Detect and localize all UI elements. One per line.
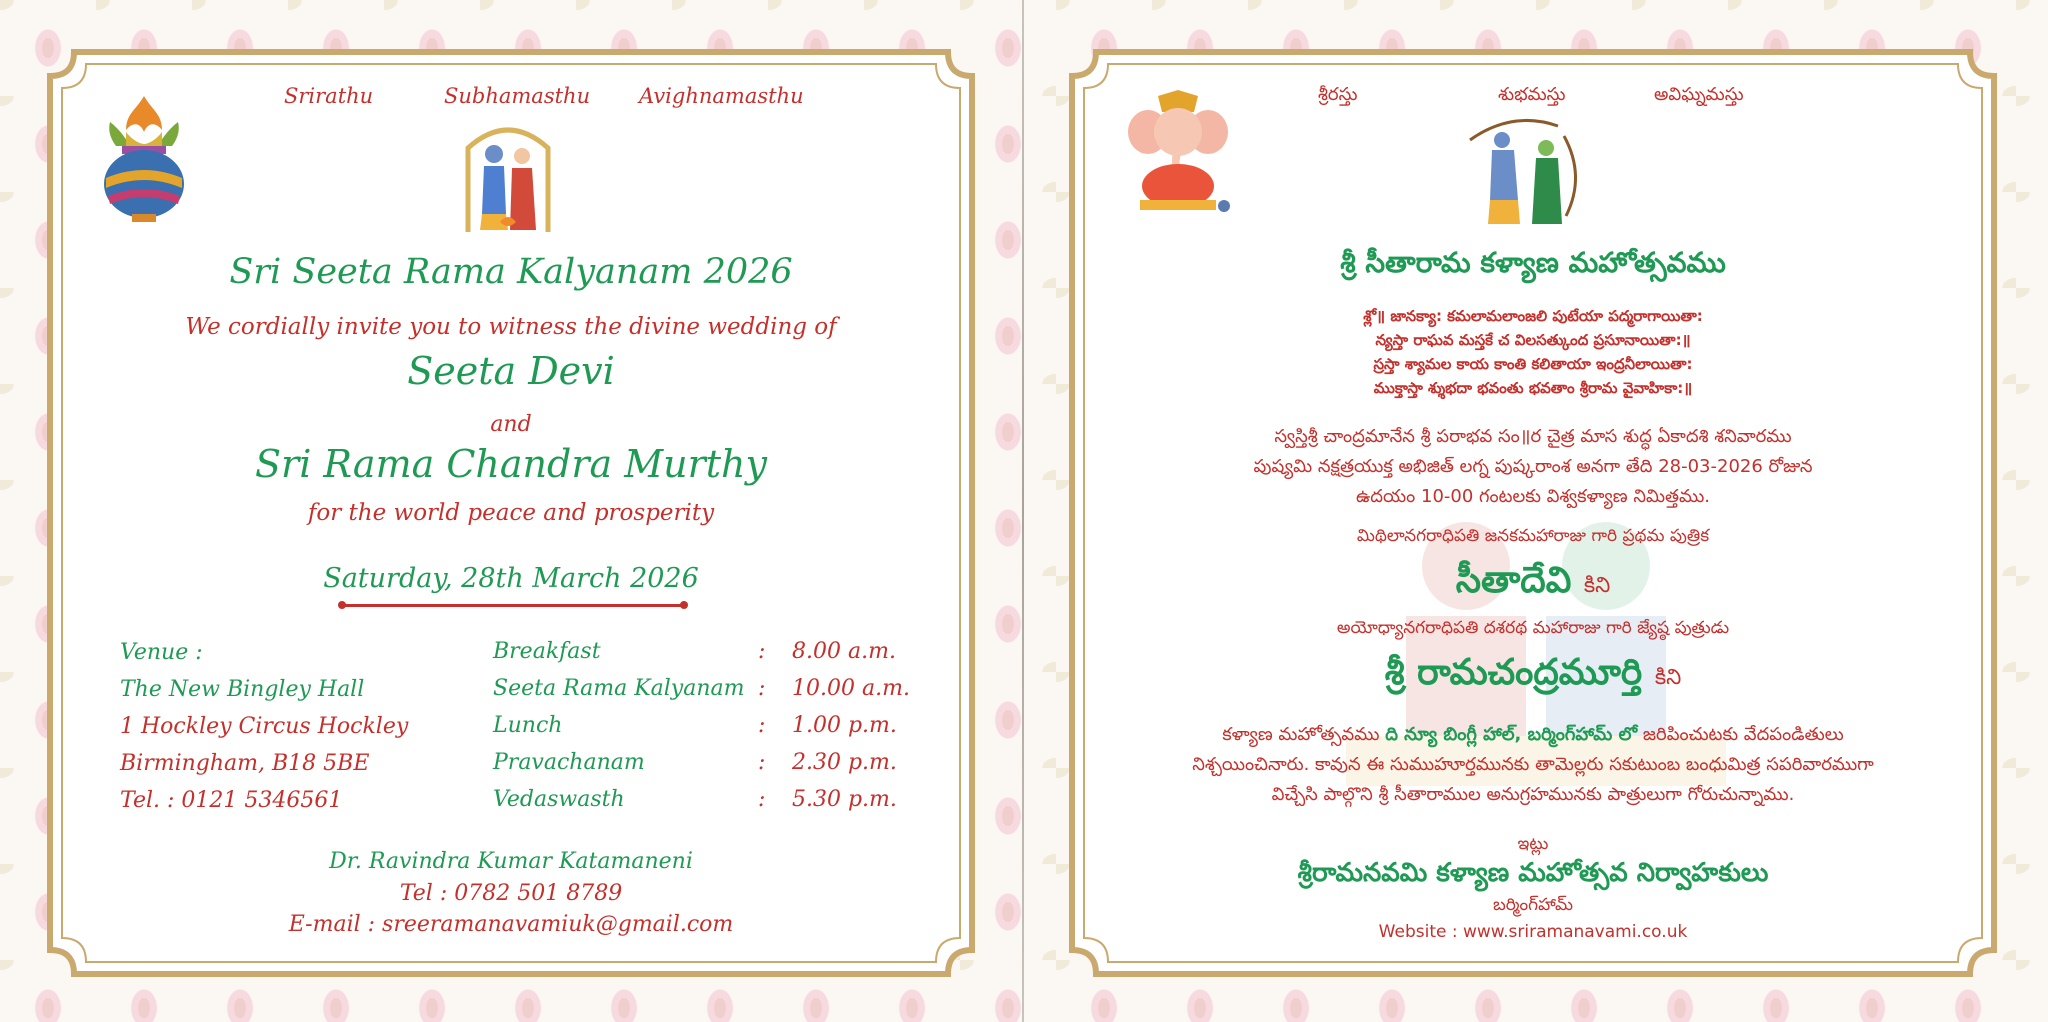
colon: :	[758, 787, 766, 812]
blessing-subhamasthu: Subhamasthu	[444, 84, 591, 108]
date-divider	[342, 604, 684, 607]
event-title-telugu: శ్రీ సీతారామ కళ్యాణ మహోత్సవము	[1340, 246, 1726, 279]
programme-colons	[758, 633, 765, 818]
bride-name-text: సీతాదేవి	[1455, 560, 1572, 601]
event-title: Sri Seeta Rama Kalyanam 2026	[229, 252, 793, 292]
paragraph-line: ఉదయం 10-00 గంటలకు విశ్వకళ్యాణ నిమిత్తము.	[1355, 486, 1711, 507]
organizers-city: బర్మింగ్‌హామ్	[1492, 895, 1574, 915]
itlu-text: ఇట్లు	[1517, 834, 1549, 854]
venue-name: The New Bingley Hall	[120, 677, 365, 702]
programme-event: Vedaswasth	[493, 787, 625, 812]
programme-event: Seeta Rama Kalyanam	[493, 676, 745, 701]
purpose-line: for the world peace and prosperity	[307, 500, 715, 526]
blessing-avighnamasthu: Avighnamasthu	[639, 84, 804, 108]
kini-text: కిని	[1654, 665, 1682, 690]
programme-time: 8.00 a.m.	[792, 639, 896, 664]
kini-text: కిని	[1583, 573, 1611, 598]
blessing-srirasthu: శ్రీరస్తు	[1318, 84, 1358, 105]
sloka-line: స్రస్తా శ్యామల కాయ కాంతి కలితాయా ఇంద్రనీలాయితా:	[1373, 355, 1693, 373]
programme-event: Pravachanam	[493, 750, 645, 775]
venue-telugu: ది న్యూ బింగ్లీ హాల్, బర్మింగ్‌హామ్ లో	[1385, 724, 1638, 745]
programme-events	[493, 633, 745, 818]
sloka-block	[1066, 304, 2000, 400]
para-prefix: కళ్యాణ మహోత్సవము	[1222, 724, 1380, 745]
venue-address: 1 Hockley Circus Hockley	[120, 714, 409, 739]
programme-event: Lunch	[493, 713, 563, 738]
groom-parent-line: అయోధ్యానగరాధిపతి దశరథ మహారాజు గారి జ్యేష్ఠ పుత్రుడు	[1336, 618, 1730, 638]
venue-city: Birmingham, B18 5BE	[120, 751, 370, 776]
venue-tel: Tel. : 0121 5346561	[120, 788, 343, 813]
venue-block	[120, 634, 408, 819]
blessing-srirathu: Srirathu	[284, 84, 374, 108]
english-invitation-card	[44, 46, 978, 980]
programme-time: 1.00 p.m.	[792, 713, 897, 738]
sloka-line: ముక్తాస్తా శ్శుభదా భవంతు భవతాం శ్రీరామ వైవాహికా:॥	[1373, 379, 1693, 397]
and-text: and	[490, 412, 532, 437]
colon: :	[758, 750, 766, 775]
colon: :	[758, 713, 766, 738]
ganesha-icon	[1118, 90, 1238, 216]
card-fold	[1022, 0, 1024, 1022]
colon: :	[758, 676, 766, 701]
programme-times	[792, 633, 910, 818]
paragraph-line	[1066, 720, 2000, 750]
blessing-avighnamasthu: అవిఘ్నమస్తు	[1654, 84, 1744, 105]
groom-name-telugu	[1066, 652, 2000, 702]
venue-paragraph	[1066, 720, 2000, 810]
paragraph-line: విచ్చేసి పాల్గొని శ్రీ సీతారాముల అనుగ్రహమునకు పాత్రులుగా గోరుచున్నాము.	[1271, 784, 1795, 805]
telugu-invitation-card	[1066, 46, 2000, 980]
groom-name-text: శ్రీ రామచంద్రమూర్తి	[1384, 652, 1643, 693]
groom-name: Sri Rama Chandra Murthy	[255, 442, 767, 486]
blessing-subhamasthu: శుభమస్తు	[1498, 84, 1566, 105]
bride-parent-line: మిథిలానగరాధిపతి జనకమహారాజు గారి ప్రథమ పుత్రిక	[1356, 526, 1710, 546]
paragraph-line: నిశ్చయించినారు. కావున ఈ సుముహూర్తమునకు తామెల్లరు సకుటుంబ బంధుమిత్ర సపరివారముగా	[1192, 754, 1874, 775]
contact-name: Dr. Ravindra Kumar Katamaneni	[329, 849, 693, 874]
programme-time: 2.30 p.m.	[792, 750, 897, 775]
programme-event: Breakfast	[493, 639, 601, 664]
muhurtham-paragraph	[1066, 422, 2000, 512]
venue-label: Venue :	[120, 640, 203, 665]
organizers-title: శ్రీరామనవమి కళ్యాణ మహోత్సవ నిర్వాహకులు	[1297, 858, 1769, 888]
contact-tel: Tel : 0782 501 8789	[399, 881, 623, 906]
programme-time: 5.30 p.m.	[792, 787, 897, 812]
bride-name-telugu	[1066, 560, 2000, 610]
kalash-icon	[96, 92, 192, 226]
paragraph-line: స్వస్తిశ్రీ చాంద్రమానేన శ్రీ పరాభవ సం॥ర చైత్ర మాస శుద్ధ ఏకాదశి శనివారము	[1274, 426, 1792, 447]
website-link[interactable]: Website : www.sriramanavami.co.uk	[1378, 922, 1688, 942]
para-suffix: జరిపించుటకు వేదపండితులు	[1642, 724, 1844, 745]
rama-with-bow-icon	[1462, 116, 1590, 228]
rama-seeta-kalyanam-icon	[460, 118, 556, 236]
sloka-line: న్యస్తా రాఘవ మస్తకే చ విలసత్కుంద ప్రసూనాయితా:॥	[1375, 331, 1691, 349]
contact-email: E-mail : sreeramanavamiuk@gmail.com	[288, 912, 734, 937]
sloka-line: శ్లో॥ జానక్యా: కమలామలాంజలి పుటేయా పద్మరాగాయితా:	[1363, 307, 1703, 325]
colon: :	[758, 639, 766, 664]
event-date: Saturday, 28th March 2026	[323, 563, 699, 594]
bride-name: Seeta Devi	[407, 349, 615, 393]
invitation-line: We cordially invite you to witness the divine wedding of	[185, 314, 837, 340]
programme-time: 10.00 a.m.	[792, 676, 910, 701]
paragraph-line: పుష్యమి నక్షత్రయుక్త అభిజిత్ లగ్న పుష్కరాంశ అనగా తేది 28-03-2026 రోజున	[1253, 456, 1813, 477]
